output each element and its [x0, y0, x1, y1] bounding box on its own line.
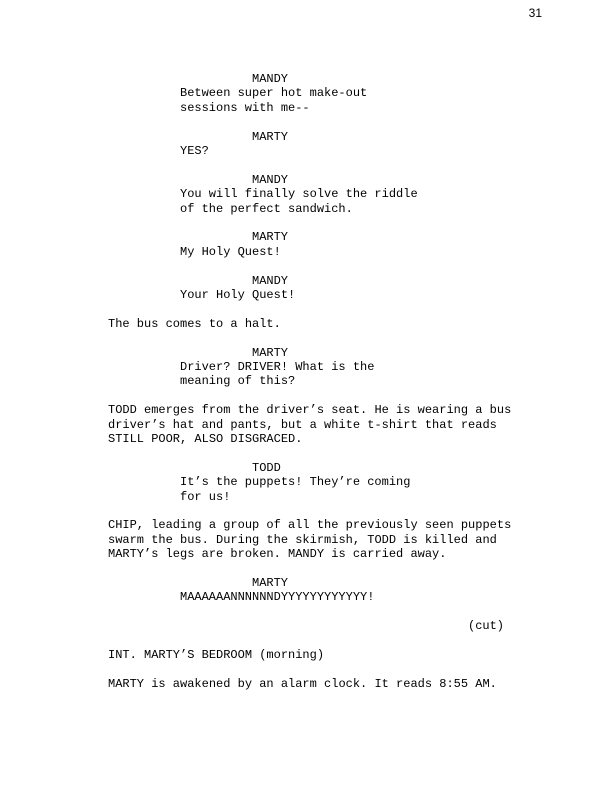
action-line: MARTY’s legs are broken. MANDY is carried away. [108, 547, 447, 562]
character-line: MARTY [252, 230, 289, 245]
dialogue-line: of the perfect sandwich. [180, 201, 353, 216]
action-line: TODD emerges from the driver’s seat. He is wearing a bus [108, 403, 512, 418]
action-line: MARTY is awakened by an alarm clock. It reads 8:55 AM. [108, 676, 497, 691]
dialogue-line: Driver? DRIVER! What is the [180, 360, 375, 374]
character-line: MANDY [252, 172, 289, 187]
character-line: TODD [252, 460, 281, 475]
character-line: MARTY [252, 129, 289, 144]
action-line: driver’s hat and pants, but a white t-shirt that reads [108, 417, 497, 432]
transition-line: (cut) [468, 619, 505, 634]
dialogue-line: YES? [180, 144, 209, 158]
action-line: STILL POOR, ALSO DISGRACED. [108, 432, 303, 446]
dialogue-line: My Holy Quest! [180, 244, 281, 259]
action-line: The bus comes to a halt. [108, 316, 281, 331]
character-line: MANDY [252, 72, 289, 86]
action-line: CHIP, leading a group of all the previously seen puppets [108, 518, 512, 533]
dialogue-line: Between super hot make-out [180, 86, 368, 101]
character-line: MARTY [252, 345, 289, 360]
action-line: swarm the bus. During the skirmish, TODD is killed and [108, 532, 497, 547]
dialogue-line: for us! [180, 489, 231, 504]
dialogue-line: MAAAAAANNNNNNDYYYYYYYYYYYY! [180, 590, 375, 605]
dialogue-line: Your Holy Quest! [180, 288, 296, 302]
character-line: MARTY [252, 576, 289, 590]
dialogue-line: meaning of this? [180, 374, 296, 389]
character-line: MANDY [252, 273, 289, 288]
page-number: 31 [528, 6, 542, 20]
dialogue-line: You will finally solve the riddle [180, 187, 418, 202]
scene-heading-line: INT. MARTY’S BEDROOM (morning) [108, 648, 325, 662]
dialogue-line: sessions with me-- [180, 100, 310, 115]
dialogue-line: It’s the puppets! They’re coming [180, 475, 411, 490]
